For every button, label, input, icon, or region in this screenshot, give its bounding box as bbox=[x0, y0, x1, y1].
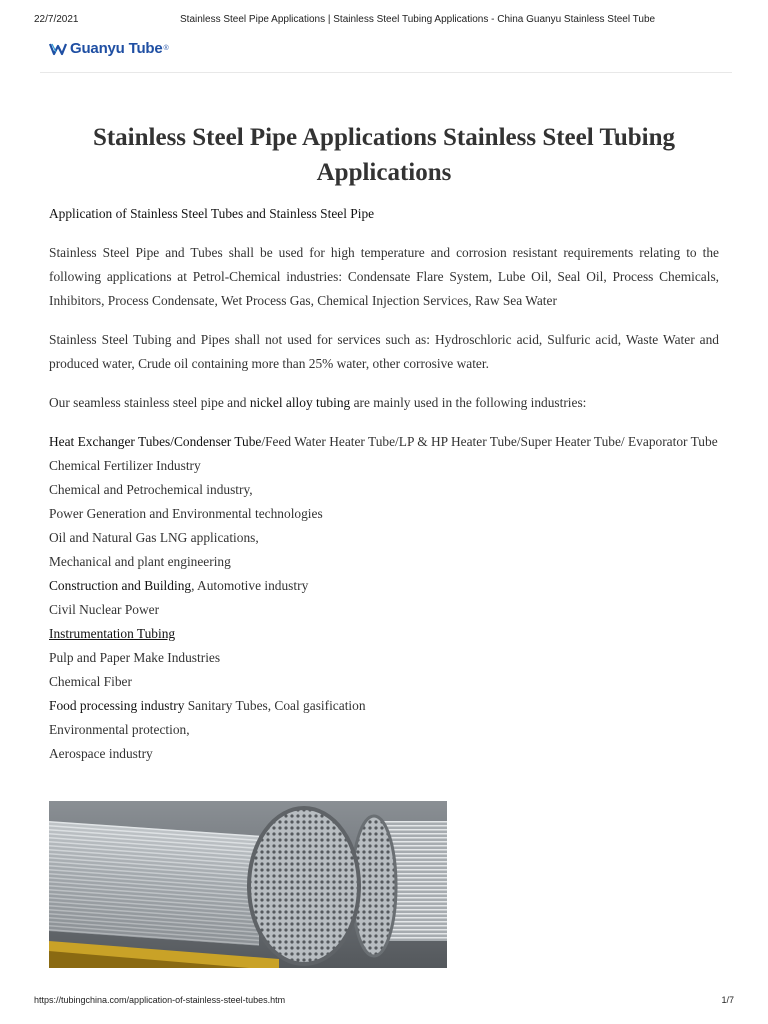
food-rest: Sanitary Tubes, Coal gasification bbox=[184, 698, 366, 713]
industry-heat-exchanger bbox=[49, 430, 719, 454]
logo-mark-icon bbox=[48, 41, 68, 57]
para3-suffix: are mainly used in the following industries: bbox=[350, 395, 587, 410]
list-item: Civil Nuclear Power bbox=[49, 602, 160, 617]
print-footer bbox=[34, 995, 734, 1007]
list-item: Oil and Natural Gas LNG applications, bbox=[49, 530, 259, 545]
heat-exchanger-rest: /Feed Water Heater Tube/LP & HP Heater Tube/Super Heater Tube/ Evaporator Tube bbox=[261, 434, 718, 449]
list-item: Aerospace industry bbox=[49, 746, 153, 761]
industry-list bbox=[49, 454, 719, 766]
heat-exchanger-tube-bundle-photo bbox=[49, 801, 447, 968]
paragraph-usage: Stainless Steel Pipe and Tubes shall be used for high temperature and corrosion resistant requirements relating to the following applications at Petrol-Chemical industries: Condensate Flare System, Lube Oil, Seal Oil, Process Chemicals, Inhibitors, Process Condensate, Wet Process Gas, Chemical Injection Services, Raw Sea Water bbox=[49, 245, 719, 308]
article-content bbox=[49, 202, 719, 766]
header-divider bbox=[40, 72, 732, 73]
para3-prefix: Our seamless stainless steel pipe and bbox=[49, 395, 250, 410]
logo-text: Guanyu Tube bbox=[70, 40, 163, 57]
print-page-number: 1/7 bbox=[721, 995, 734, 1005]
paragraph-industries-intro bbox=[49, 391, 719, 415]
instrumentation-tubing-link[interactable]: Instrumentation Tubing bbox=[49, 626, 176, 641]
list-item: Environmental protection, bbox=[49, 722, 190, 737]
list-item: Chemical Fiber bbox=[49, 674, 132, 689]
list-item: Chemical and Petrochemical industry, bbox=[49, 482, 253, 497]
print-date: 22/7/2021 bbox=[34, 14, 79, 25]
list-item: Power Generation and Environmental technologies bbox=[49, 506, 323, 521]
print-url: https://tubingchina.com/application-of-stainless-steel-tubes.htm bbox=[34, 995, 286, 1005]
page-title: Stainless Steel Pipe Applications Stainless Steel Tubing Applications bbox=[92, 124, 676, 186]
logo-registered-mark: ® bbox=[163, 45, 169, 52]
construction-rest: , Automotive industry bbox=[191, 578, 309, 593]
print-header bbox=[34, 14, 734, 28]
list-item: Pulp and Paper Make Industries bbox=[49, 650, 221, 665]
list-item bbox=[49, 694, 719, 718]
list-item: Mechanical and plant engineering bbox=[49, 554, 231, 569]
intro-line: Application of Stainless Steel Tubes and Stainless Steel Pipe bbox=[49, 206, 375, 221]
food-processing-link[interactable]: Food processing industry bbox=[49, 698, 185, 713]
list-item: Chemical Fertilizer Industry bbox=[49, 458, 201, 473]
heat-exchanger-link[interactable]: Heat Exchanger Tubes/Condenser Tube bbox=[49, 434, 262, 449]
site-logo[interactable] bbox=[48, 40, 169, 57]
print-page-title: Stainless Steel Pipe Applications | Stainless Steel Tubing Applications - China Guanyu Stainless Steel Tube bbox=[180, 14, 656, 25]
construction-link[interactable]: Construction and Building bbox=[49, 578, 192, 593]
list-item bbox=[49, 574, 719, 598]
paragraph-restrictions: Stainless Steel Tubing and Pipes shall not used for services such as: Hydroschloric acid, Sulfuric acid, Waste Water and produced water, Crude oil containing more than 25% water, other corrosive water. bbox=[49, 332, 719, 371]
nickel-alloy-tubing-link[interactable]: nickel alloy tubing bbox=[249, 395, 351, 410]
list-item bbox=[49, 622, 719, 646]
